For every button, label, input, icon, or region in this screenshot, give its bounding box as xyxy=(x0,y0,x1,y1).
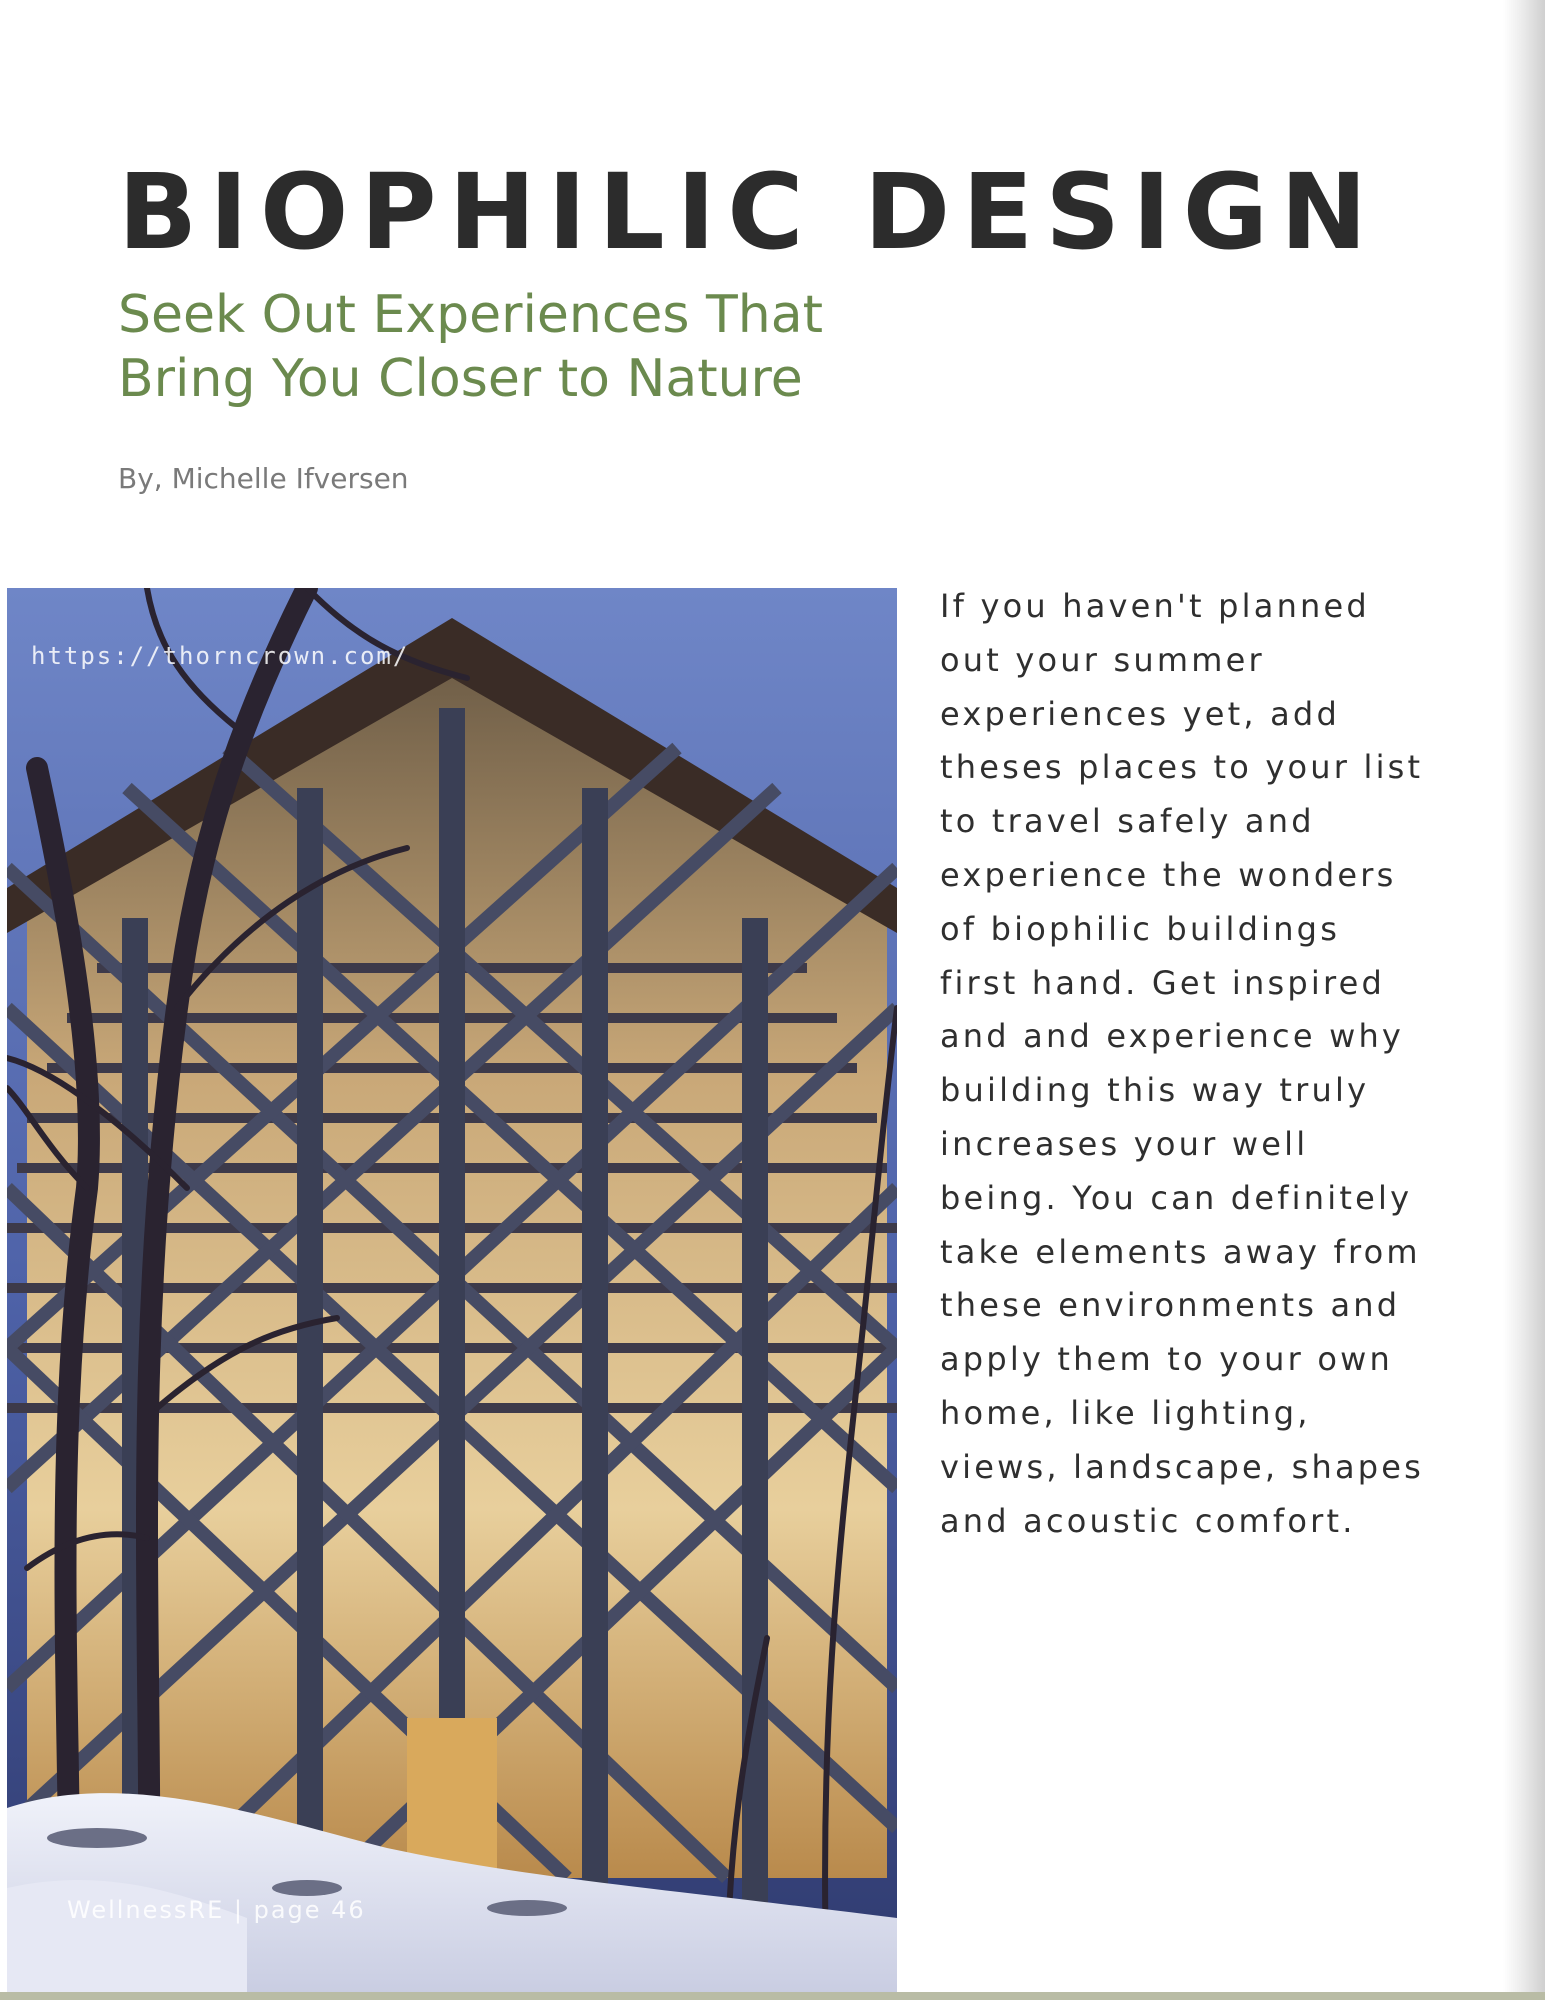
article-subtitle xyxy=(118,283,1018,411)
body-line: home, like lighting, xyxy=(940,1393,1311,1432)
body-line: theses places to your list xyxy=(940,748,1424,787)
body-line: experiences yet, add xyxy=(940,694,1340,733)
author-byline: By, Michelle Ifversen xyxy=(118,462,409,495)
chapel-illustration xyxy=(7,588,897,1993)
article-body xyxy=(940,580,1480,1548)
body-line: views, landscape, shapes xyxy=(940,1447,1425,1486)
body-line: out your summer xyxy=(940,640,1265,679)
body-line: to travel safely and xyxy=(940,802,1315,841)
body-line: first hand. Get inspired xyxy=(940,963,1386,1002)
chapel-photo xyxy=(7,588,897,1993)
body-line: and acoustic comfort. xyxy=(940,1501,1356,1540)
body-line: take elements away from xyxy=(940,1232,1421,1271)
body-line: building this way truly xyxy=(940,1071,1370,1110)
body-line: these environments and xyxy=(940,1286,1401,1325)
subtitle-line: Seek Out Experiences That xyxy=(118,285,824,345)
body-line: increases your well xyxy=(940,1124,1309,1163)
photo-credit: https://thorncrown.com/ xyxy=(31,642,410,670)
page-bottom-edge xyxy=(0,1992,1545,2000)
body-line: being. You can definitely xyxy=(940,1178,1413,1217)
body-line: If you haven't planned xyxy=(940,587,1370,625)
article-title: BIOPHILIC DESIGN xyxy=(118,151,1380,273)
subtitle-line: Bring You Closer to Nature xyxy=(118,349,803,409)
page-edge-shadow xyxy=(1503,0,1545,2000)
body-line: experience the wonders xyxy=(940,855,1397,894)
body-line: and and experience why xyxy=(940,1017,1405,1056)
body-line: of biophilic buildings xyxy=(940,909,1341,948)
body-line: apply them to your own xyxy=(940,1340,1393,1379)
page-footer: WellnessRE | page 46 xyxy=(67,1896,366,1924)
